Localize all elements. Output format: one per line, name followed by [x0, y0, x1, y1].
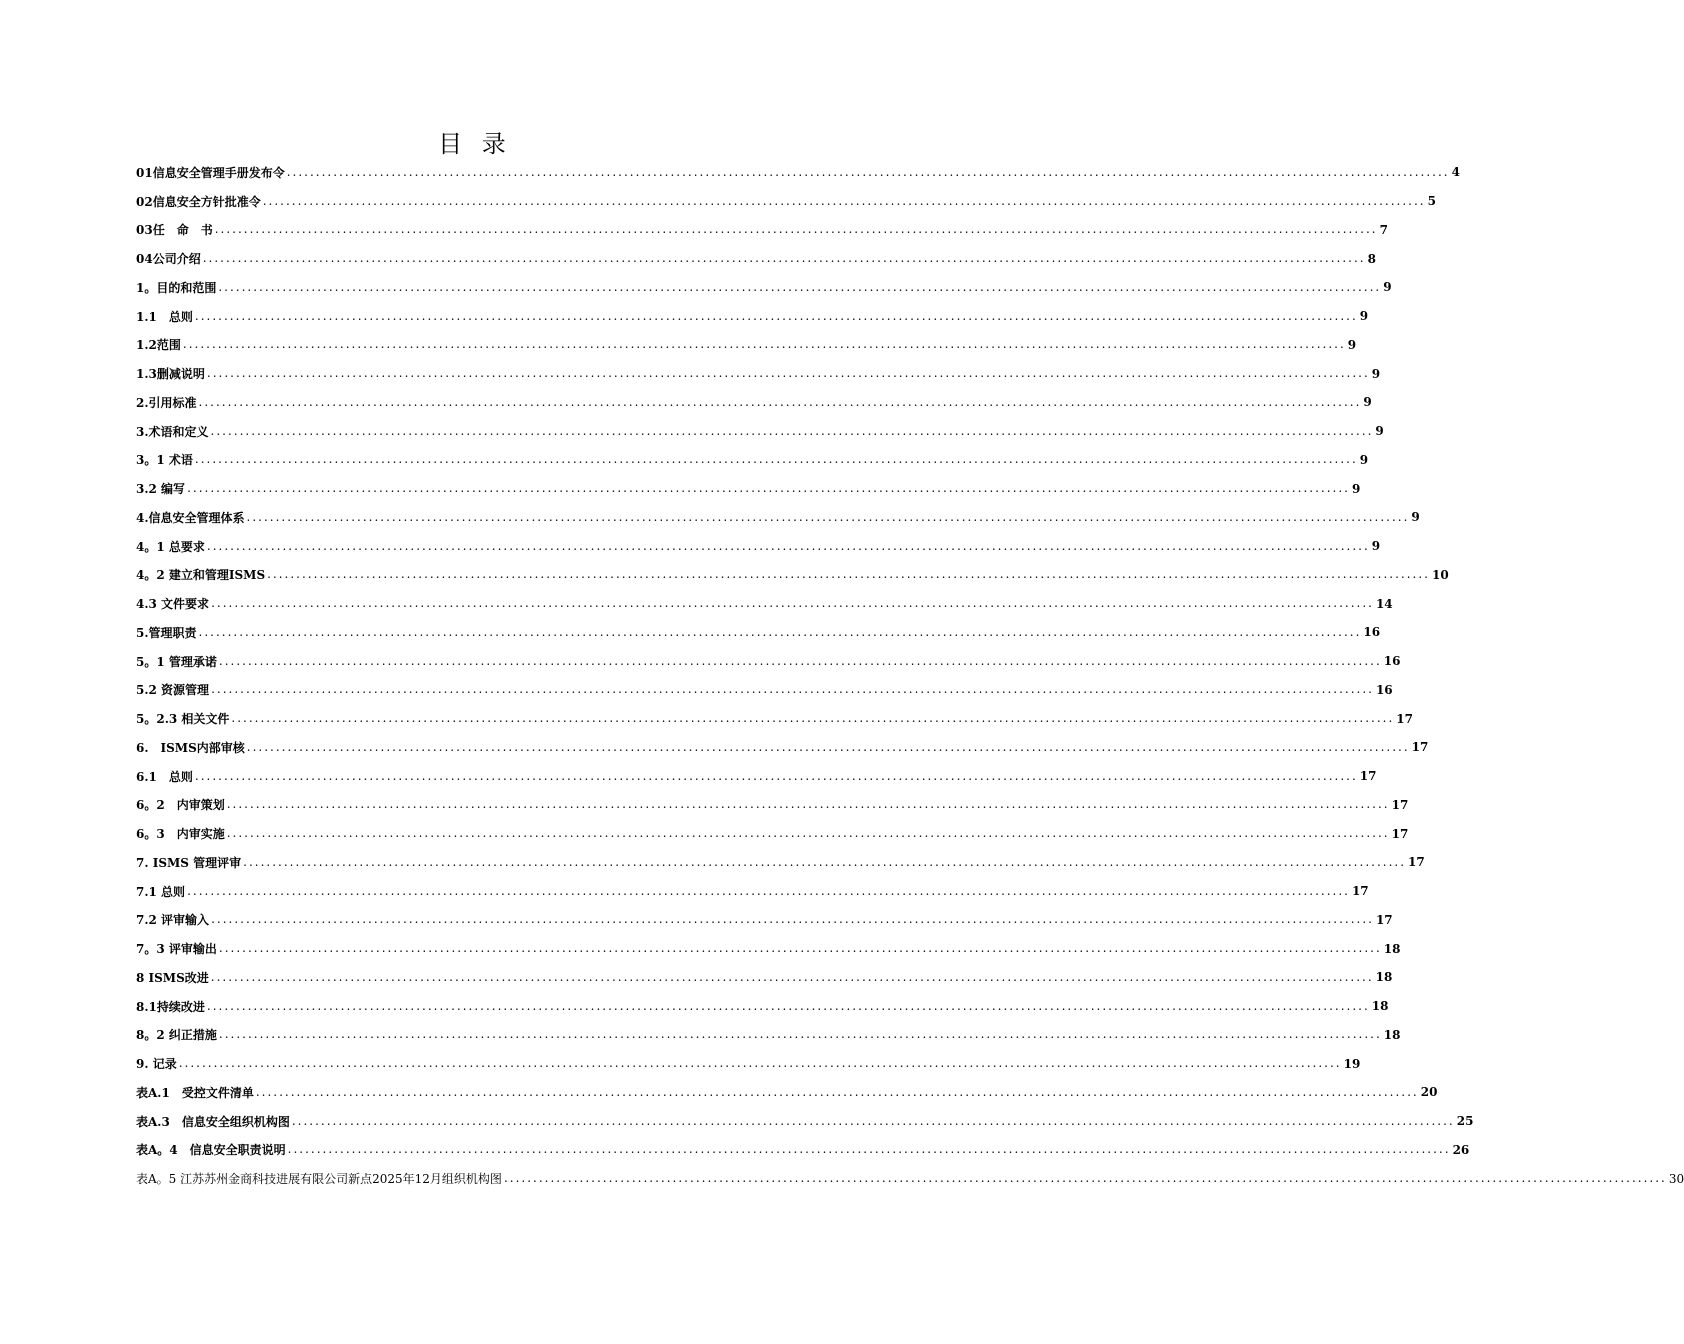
toc-dot-leader: ........................................................................................................................................................................................................	[246, 509, 1410, 524]
toc-entry-page-number: 9	[1359, 309, 1369, 324]
toc-entry[interactable]	[136, 1078, 1438, 1107]
toc-entry-label: 5.2 资源管理	[136, 683, 210, 698]
toc-entry-page-number: 18	[1371, 999, 1389, 1014]
toc-entry[interactable]	[136, 388, 1372, 417]
toc-dot-leader: ........................................................................................................................................................................................................	[182, 337, 1346, 352]
toc-entry-label: 7.2 评审输入	[136, 913, 210, 928]
toc-entry[interactable]	[136, 1021, 1401, 1050]
toc-entry[interactable]	[136, 561, 1449, 590]
toc-entry-label: 6。3 内审实施	[136, 827, 225, 842]
toc-entry[interactable]	[136, 331, 1357, 360]
toc-dot-leader: ........................................................................................................................................................................................................	[226, 797, 1390, 812]
toc-title: 目 录	[438, 130, 512, 158]
toc-entry-label: 04公司介绍	[136, 252, 201, 267]
toc-entry-label: 3.2 编写	[136, 482, 186, 497]
toc-entry[interactable]	[136, 417, 1384, 446]
toc-entry-label: 7。3 评审输出	[136, 942, 217, 957]
toc-entry-page-number: 9	[1347, 337, 1357, 352]
toc-dot-leader: ........................................................................................................................................................................................................	[206, 998, 1370, 1013]
toc-entry[interactable]	[136, 877, 1369, 906]
toc-dot-leader: ........................................................................................................................................................................................................	[206, 366, 1370, 381]
toc-entry-label: 6。2 内审策划	[136, 798, 225, 813]
toc-entry-label: 02信息安全方针批准令	[136, 194, 261, 209]
toc-dot-leader: ........................................................................................................................................................................................................	[226, 826, 1390, 841]
toc-dot-leader: ........................................................................................................................................................................................................	[291, 1113, 1455, 1128]
toc-entry[interactable]	[136, 762, 1377, 791]
toc-dot-leader: ........................................................................................................................................................................................................	[210, 423, 1374, 438]
toc-entry[interactable]	[136, 1049, 1361, 1078]
toc-dot-leader: ........................................................................................................................................................................................................	[246, 739, 1410, 754]
toc-entry-page-number: 17	[1391, 826, 1409, 841]
toc-dot-leader: ........................................................................................................................................................................................................	[211, 912, 1374, 927]
toc-entry-label: 表A.3 信息安全组织机构图	[136, 1114, 290, 1129]
toc-entry-page-number: 16	[1383, 654, 1401, 669]
toc-entry-page-number: 4	[1451, 165, 1460, 180]
toc-entry[interactable]	[136, 158, 1460, 187]
toc-entry[interactable]	[136, 992, 1389, 1021]
toc-dot-leader: ........................................................................................................................................................................................................	[214, 222, 1378, 237]
toc-entry-label: 4。2 建立和管理ISMS	[136, 568, 266, 583]
toc-entry[interactable]	[136, 273, 1392, 302]
toc-entry[interactable]	[136, 1164, 1684, 1193]
toc-entry-label: 5.管理职责	[136, 625, 197, 640]
toc-entry[interactable]	[136, 676, 1393, 705]
toc-entry-label: 3.术语和定义	[136, 424, 209, 439]
toc-dot-leader: ........................................................................................................................................................................................................	[211, 596, 1374, 611]
toc-entry-label: 4。1 总要求	[136, 539, 205, 554]
toc-entry-page-number: 26	[1452, 1142, 1470, 1157]
toc-entry-label: 表A.1 受控文件清单	[136, 1085, 254, 1100]
toc-entry[interactable]	[136, 446, 1369, 475]
toc-entry-page-number: 17	[1411, 740, 1429, 755]
toc-entry[interactable]	[136, 244, 1376, 273]
toc-entry-page-number: 17	[1391, 797, 1409, 812]
toc-dot-leader: ........................................................................................................................................................................................................	[178, 1056, 1342, 1071]
toc-entry-label: 03任 命 书	[136, 223, 213, 238]
toc-dot-leader: ........................................................................................................................................................................................................	[194, 768, 1358, 783]
toc-dot-leader: ........................................................................................................................................................................................................	[198, 394, 1362, 409]
toc-entry[interactable]	[136, 819, 1409, 848]
toc-entry-page-number: 9	[1359, 452, 1369, 467]
toc-entry[interactable]	[136, 906, 1393, 935]
toc-entry[interactable]	[136, 934, 1401, 963]
toc-entry-label: 01信息安全管理手册发布令	[136, 165, 285, 180]
toc-entry-label: 8 ISMS改进	[136, 970, 209, 985]
toc-entry-page-number: 9	[1371, 539, 1381, 554]
toc-entry-label: 8。2 纠正措施	[136, 1028, 217, 1043]
toc-entry-label: 6. ISMS内部审核	[136, 740, 245, 755]
toc-entry[interactable]	[136, 1136, 1470, 1165]
toc-entry-label: 7. ISMS 管理评审	[136, 855, 242, 870]
toc-entry[interactable]	[136, 503, 1420, 532]
toc-entry-page-number: 10	[1432, 567, 1449, 582]
toc-entry-page-number: 18	[1383, 941, 1401, 956]
toc-dot-leader: ........................................................................................................................................................................................................	[210, 969, 1374, 984]
toc-entry[interactable]	[136, 704, 1413, 733]
toc-entry-label: 1.2范围	[136, 338, 181, 353]
toc-dot-leader: ........................................................................................................................................................................................................	[206, 538, 1370, 553]
toc-dot-leader: ........................................................................................................................................................................................................	[243, 854, 1407, 869]
toc-entry-page-number: 9	[1351, 481, 1361, 496]
toc-entry-page-number: 18	[1375, 970, 1393, 985]
toc-dot-leader: ........................................................................................................................................................................................................	[198, 624, 1362, 639]
toc-entry-label: 表A。5 江苏苏州金商科技进展有限公司新点2025年12月组织机构图	[136, 1172, 502, 1187]
toc-dot-leader: ........................................................................................................................................................................................................	[503, 1171, 1667, 1186]
toc-dot-leader: ........................................................................................................................................................................................................	[218, 1027, 1382, 1042]
toc-dot-leader: ........................................................................................................................................................................................................	[218, 653, 1382, 668]
table-of-contents	[136, 158, 1684, 1193]
toc-dot-leader: ........................................................................................................................................................................................................	[187, 883, 1350, 898]
toc-entry-page-number: 5	[1427, 194, 1436, 209]
toc-entry-page-number: 8	[1367, 251, 1376, 266]
toc-entry-page-number: 17	[1396, 711, 1413, 726]
toc-entry[interactable]	[136, 733, 1429, 762]
toc-entry[interactable]	[136, 618, 1381, 647]
toc-entry[interactable]	[136, 589, 1393, 618]
toc-entry-page-number: 18	[1383, 1027, 1401, 1042]
toc-dot-leader: ........................................................................................................................................................................................................	[218, 941, 1382, 956]
toc-entry-label: 5。1 管理承诺	[136, 654, 217, 669]
toc-dot-leader: ........................................................................................................................................................................................................	[267, 567, 1430, 582]
toc-entry[interactable]	[136, 791, 1409, 820]
toc-entry-page-number: 25	[1456, 1114, 1474, 1129]
toc-entry-page-number: 20	[1420, 1085, 1438, 1100]
toc-dot-leader: ........................................................................................................................................................................................................	[202, 251, 1366, 266]
toc-entry[interactable]	[136, 1107, 1474, 1136]
toc-entry-page-number: 16	[1363, 625, 1381, 640]
toc-entry-label: 1。目的和范围	[136, 280, 217, 295]
toc-entry-label: 3。1 术语	[136, 453, 193, 468]
toc-entry-label: 9. 记录	[136, 1057, 177, 1072]
toc-entry[interactable]	[136, 187, 1436, 216]
toc-entry-label: 4.信息安全管理体系	[136, 510, 245, 525]
toc-entry-page-number: 19	[1343, 1056, 1361, 1071]
toc-entry[interactable]	[136, 474, 1361, 503]
toc-entry-page-number: 9	[1371, 366, 1381, 381]
toc-entry[interactable]	[136, 302, 1369, 331]
toc-entry-label: 1.1 总则	[136, 309, 193, 324]
toc-entry-label: 2.引用标准	[136, 395, 197, 410]
toc-entry[interactable]	[136, 963, 1393, 992]
toc-dot-leader: ........................................................................................................................................................................................................	[262, 193, 1426, 208]
toc-dot-leader: ........................................................................................................................................................................................................	[194, 308, 1358, 323]
toc-entry[interactable]	[136, 647, 1401, 676]
toc-dot-leader: ........................................................................................................................................................................................................	[287, 1142, 1451, 1157]
toc-entry[interactable]	[136, 532, 1381, 561]
toc-entry[interactable]	[136, 216, 1388, 245]
toc-dot-leader: ........................................................................................................................................................................................................	[231, 711, 1395, 726]
toc-entry[interactable]	[136, 359, 1381, 388]
toc-entry-page-number: 30	[1668, 1171, 1684, 1186]
toc-entry-page-number: 9	[1383, 280, 1392, 295]
toc-entry-page-number: 9	[1411, 510, 1420, 525]
toc-entry-label: 7.1 总则	[136, 884, 186, 899]
toc-entry-page-number: 17	[1351, 884, 1369, 899]
toc-entry-label: 6.1 总则	[136, 769, 193, 784]
toc-dot-leader: ........................................................................................................................................................................................................	[211, 682, 1374, 697]
toc-entry-page-number: 17	[1359, 769, 1377, 784]
toc-entry-label: 1.3删减说明	[136, 367, 205, 382]
toc-dot-leader: ........................................................................................................................................................................................................	[187, 481, 1350, 496]
toc-entry-page-number: 9	[1363, 395, 1372, 410]
toc-dot-leader: ........................................................................................................................................................................................................	[194, 452, 1358, 467]
toc-dot-leader: ........................................................................................................................................................................................................	[286, 164, 1450, 179]
toc-entry-page-number: 14	[1375, 596, 1393, 611]
toc-entry-page-number: 17	[1408, 855, 1425, 870]
toc-entry[interactable]	[136, 848, 1425, 877]
toc-dot-leader: ........................................................................................................................................................................................................	[255, 1084, 1419, 1099]
toc-entry-page-number: 7	[1379, 222, 1388, 237]
toc-entry-page-number: 9	[1375, 424, 1384, 439]
toc-entry-page-number: 17	[1375, 912, 1393, 927]
toc-entry-label: 4.3 文件要求	[136, 597, 210, 612]
toc-entry-label: 8.1持续改进	[136, 999, 205, 1014]
toc-entry-label: 表A。4 信息安全职责说明	[136, 1143, 286, 1158]
toc-dot-leader: ........................................................................................................................................................................................................	[218, 279, 1382, 294]
toc-entry-label: 5。2.3 相关文件	[136, 712, 230, 727]
toc-entry-page-number: 16	[1375, 682, 1393, 697]
